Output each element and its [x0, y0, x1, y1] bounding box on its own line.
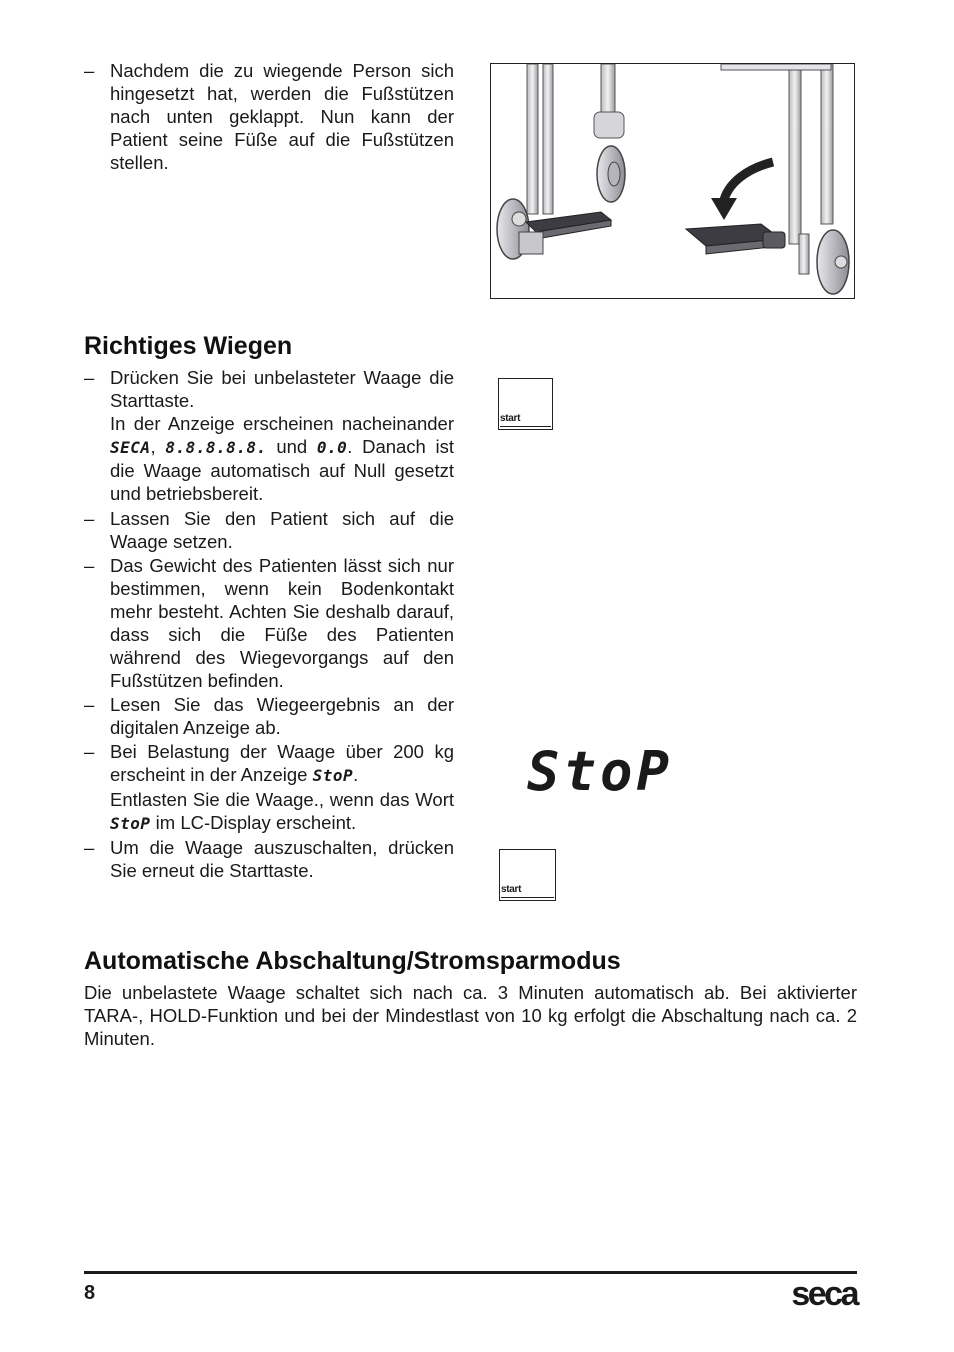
list-dash: –: [84, 694, 95, 715]
separator-text: und: [266, 436, 317, 457]
seca-logo: seca: [791, 1275, 857, 1313]
section-heading-abschaltung: Automatische Abschaltung/Stromsparmodus: [84, 947, 621, 975]
section-heading-richtiges-wiegen: Richtiges Wiegen: [84, 332, 293, 360]
list-dash: –: [84, 367, 95, 388]
overload-text: Bei Belastung der Waage über 200 kg erscheint in der Anzeige: [110, 741, 454, 785]
footrest-illustration: [490, 63, 855, 299]
list-item-start-key: Drücken Sie bei unbelasteter Waage die Starttaste.: [110, 367, 454, 411]
list-item-overload: [110, 740, 454, 787]
stop-display-readout: StoP: [527, 740, 674, 803]
list-dash: –: [84, 837, 95, 858]
intro-paragraph: Nachdem die zu wiegende Person sich hingesetzt hat, werden die Fußstützen nach unten geklappt. Nun kann der Patient seine Füße auf die Fußstützen stellen.: [110, 60, 454, 173]
display-text: In der Anzeige erscheinen nacheinander: [110, 413, 454, 434]
list-item-display-sequence: [110, 412, 454, 505]
wheelchair-footrest-drawing: [491, 64, 855, 299]
list-item-patient-sit: Lassen Sie den Patient sich auf die Waage setzen.: [110, 508, 454, 552]
start-key-icon: [499, 849, 556, 901]
list-dash: –: [84, 60, 95, 81]
separator-text: ,: [150, 436, 166, 457]
unload-text: Entlasten Sie die Waage., wenn das Wort: [110, 789, 454, 810]
lcd-seca-readout: SECA: [110, 438, 151, 457]
lcd-stop-readout: StoP: [312, 766, 354, 785]
lcd-stop-readout: StoP: [110, 814, 151, 833]
list-item-unload: [110, 788, 454, 835]
auto-shutdown-paragraph: Die unbelastete Waage schaltet sich nach ca. 3 Minuten automatisch ab. Bei aktivierter TARA-, HOLD-Funktion und bei der Mindestlast von 10 kg erfolgt die Abschaltung nach ca. 2 Minuten.: [84, 982, 857, 1049]
list-item-switch-off: Um die Waage auszuschalten, drücken Sie erneut die Starttaste.: [110, 837, 454, 881]
lcd-segment-test-readout: 8.8.8.8.8.: [165, 438, 267, 457]
list-item-read-result: Lesen Sie das Wiegeergebnis an der digitalen Anzeige ab.: [110, 694, 454, 738]
unload-text: im LC-Display erscheint.: [150, 812, 357, 833]
list-dash: –: [84, 741, 95, 762]
list-dash: –: [84, 555, 95, 576]
list-dash: –: [84, 508, 95, 529]
page-number: 8: [84, 1282, 96, 1304]
display-text: . Danach ist die Waage automatisch auf Null gesetzt und betriebsbereit.: [110, 436, 455, 504]
start-key-label: start: [501, 884, 522, 895]
start-key-label: start: [500, 413, 521, 424]
list-item-ground-contact: Das Gewicht des Patienten lässt sich nur bestimmen, wenn kein Bodenkontakt mehr besteht. Achten Sie deshalb darauf, dass sich die Füße des Patienten während des Wiegevorgangs auf den Fußstützen befinden.: [110, 555, 454, 691]
start-key-underline: [500, 426, 551, 428]
overload-text: .: [353, 764, 359, 785]
start-key-underline: [501, 897, 554, 899]
start-key-icon: [498, 378, 553, 430]
lcd-zero-readout: 0.0: [316, 438, 348, 457]
footer-rule: [84, 1271, 857, 1274]
